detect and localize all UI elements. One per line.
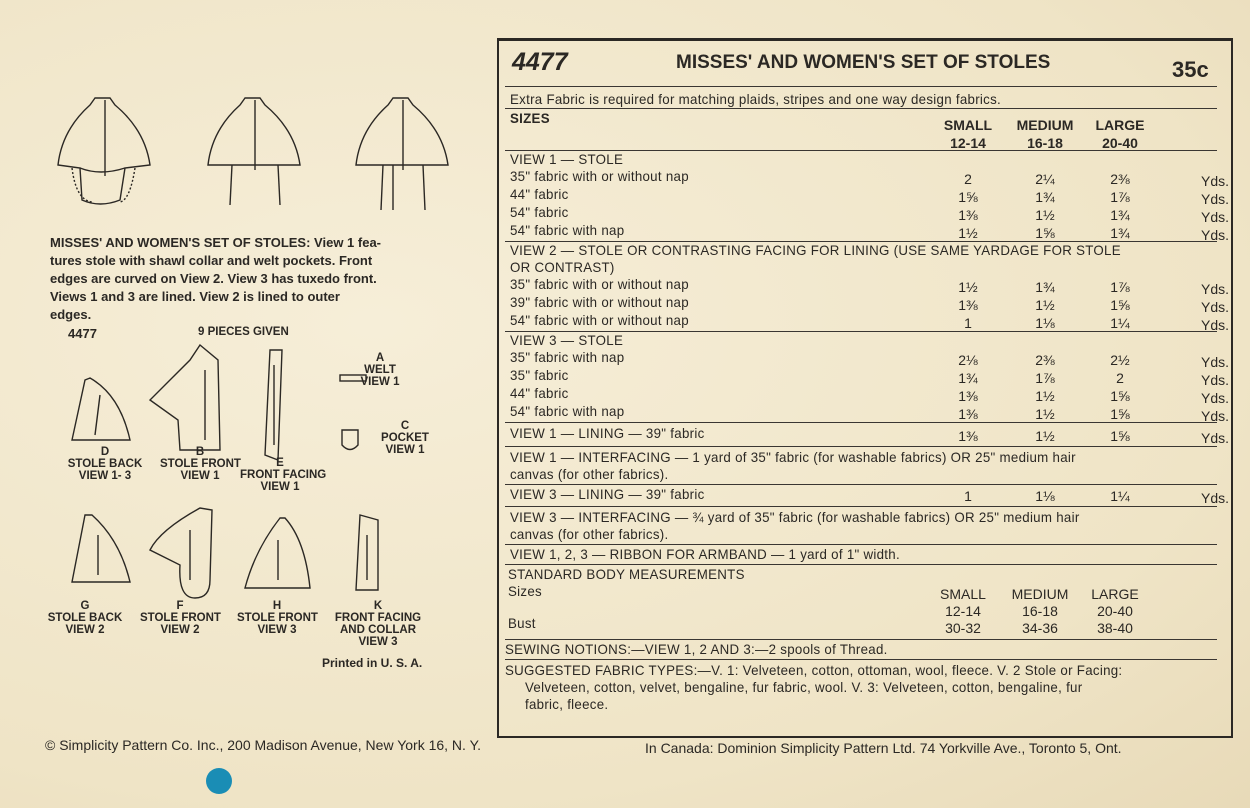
pattern-title: MISSES' AND WOMEN'S SET OF STOLES bbox=[676, 52, 1051, 73]
yardage-value: 1¾ bbox=[1110, 207, 1130, 223]
yardage-value: 1 bbox=[964, 315, 972, 331]
yardage-value: 1⅜ bbox=[958, 207, 978, 223]
body-size-name: LARGE bbox=[1091, 586, 1139, 602]
piece-g-shape bbox=[72, 515, 130, 582]
yardage-value: 2¼ bbox=[1035, 171, 1055, 187]
yardage-value: 1¾ bbox=[1110, 225, 1130, 241]
yardage-value: 2 bbox=[1116, 370, 1124, 386]
fabric-width-label: 44" fabric bbox=[510, 385, 569, 401]
pattern-description bbox=[50, 234, 450, 324]
fabric-width-label: 35" fabric bbox=[510, 367, 569, 383]
divider bbox=[505, 422, 1217, 423]
unit-label: Yds. bbox=[1200, 227, 1229, 243]
yardage-value: 1⅝ bbox=[1110, 388, 1130, 404]
unit-label: Yds. bbox=[1200, 209, 1229, 225]
view1-interfacing: VIEW 1 — INTERFACING — 1 yard of 35" fabric (for washable fabrics) OR 25" medium hair bbox=[510, 449, 1076, 465]
piece-b-shape bbox=[150, 345, 220, 450]
view1-interfacing: canvas (for other fabrics). bbox=[510, 466, 669, 482]
section-heading: OR CONTRAST) bbox=[510, 259, 615, 275]
yardage-value: 1¾ bbox=[1035, 189, 1055, 205]
description-lead: MISSES' AND WOMEN'S SET OF STOLES: bbox=[50, 235, 311, 250]
size-header-name: LARGE bbox=[1095, 117, 1145, 133]
body-size-name: SMALL bbox=[940, 586, 986, 602]
size-header-range: 16-18 bbox=[1027, 135, 1063, 151]
body-size-range: 16-18 bbox=[1022, 603, 1058, 619]
fabric-width-label: 54" fabric with nap bbox=[510, 403, 625, 419]
body-size-name: MEDIUM bbox=[1011, 586, 1069, 602]
view1-lining-label: VIEW 1 — LINING — 39" fabric bbox=[510, 425, 705, 441]
piece-g-label: G STOLE BACK VIEW 2 bbox=[47, 600, 123, 636]
extra-fabric-note: Extra Fabric is required for matching plaids, stripes and one way design fabrics. bbox=[510, 91, 1002, 107]
unit-label: Yds. bbox=[1200, 299, 1229, 315]
divider bbox=[505, 484, 1217, 485]
yardage-value: 1⅝ bbox=[958, 189, 978, 205]
fabric-width-label: 44" fabric bbox=[510, 186, 569, 202]
piece-d-shape bbox=[72, 378, 130, 440]
unit-label: Yds. bbox=[1200, 317, 1229, 333]
yardage-value: 2⅛ bbox=[958, 352, 978, 368]
yardage-value: 1½ bbox=[1035, 388, 1055, 404]
piece-d-label: D STOLE BACK VIEW 1- 3 bbox=[67, 446, 143, 482]
yardage-value: 1⅛ bbox=[1035, 315, 1055, 331]
yardage-value: 1½ bbox=[1035, 207, 1055, 223]
section-heading: VIEW 3 — STOLE bbox=[510, 332, 624, 348]
yardage-value: 1½ bbox=[958, 279, 978, 295]
divider bbox=[505, 446, 1217, 447]
yardage-value: 1⅛ bbox=[1035, 488, 1055, 504]
printed-in: Printed in U. S. A. bbox=[322, 656, 423, 670]
body-measurements-heading: STANDARD BODY MEASUREMENTS bbox=[508, 566, 745, 582]
divider bbox=[505, 659, 1217, 660]
ribbon-note: VIEW 1, 2, 3 — RIBBON FOR ARMBAND — 1 yard of 1" width. bbox=[510, 546, 900, 562]
piece-a-label: A WELT VIEW 1 bbox=[360, 352, 400, 388]
unit-label: Yds. bbox=[1200, 281, 1229, 297]
bust-range: 34-36 bbox=[1022, 620, 1058, 636]
yardage-value: 1½ bbox=[958, 225, 978, 241]
bust-range: 30-32 bbox=[945, 620, 981, 636]
yardage-value: 1⅜ bbox=[958, 297, 978, 313]
fabric-width-label: 54" fabric with or without nap bbox=[510, 312, 689, 328]
footer-copyright: © Simplicity Pattern Co. Inc., 200 Madison Avenue, New York 16, N. Y. bbox=[45, 737, 481, 753]
suggested-fabric-types: Velveteen, cotton, velvet, bengaline, fur fabric, wool. V. 3: Velveteen, cotton, bengaline, fur bbox=[525, 679, 1083, 695]
piece-b-label: B STOLE FRONT VIEW 1 bbox=[160, 446, 241, 482]
footer-canada: In Canada: Dominion Simplicity Pattern Ltd. 74 Yorkville Ave., Toronto 5, Ont. bbox=[645, 740, 1122, 756]
unit-label: Yds. bbox=[1200, 490, 1229, 506]
bust-range: 38-40 bbox=[1097, 620, 1133, 636]
section-heading: VIEW 1 — STOLE bbox=[510, 151, 624, 167]
yardage-value: 1⅝ bbox=[1035, 225, 1055, 241]
yardage-value: 1⅜ bbox=[958, 428, 978, 444]
pieces-pattern-number: 4477 bbox=[68, 326, 97, 341]
stole-view-illustrations bbox=[50, 90, 460, 220]
divider bbox=[505, 506, 1217, 507]
divider bbox=[505, 544, 1217, 545]
yardage-value: 1⅝ bbox=[1110, 406, 1130, 422]
sizes-label: SIZES bbox=[510, 110, 550, 126]
fabric-width-label: 54" fabric with nap bbox=[510, 222, 625, 238]
description-line: View 1 fea- bbox=[310, 235, 382, 250]
yardage-value: 1⅝ bbox=[1110, 428, 1130, 444]
view3-interfacing: canvas (for other fabrics). bbox=[510, 526, 669, 542]
yardage-value: 1⅜ bbox=[958, 406, 978, 422]
size-header-name: SMALL bbox=[943, 117, 993, 133]
yardage-value: 1¼ bbox=[1110, 488, 1130, 504]
yardage-value: 2½ bbox=[1110, 352, 1130, 368]
yardage-value: 1½ bbox=[1035, 406, 1055, 422]
description-line: edges. bbox=[50, 307, 92, 322]
size-header-range: 20-40 bbox=[1102, 135, 1138, 151]
size-header-range: 12-14 bbox=[950, 135, 986, 151]
divider bbox=[505, 639, 1217, 640]
yardage-value: 2 bbox=[964, 171, 972, 187]
piece-c-shape bbox=[342, 430, 358, 450]
section-heading: VIEW 2 — STOLE OR CONTRASTING FACING FOR LINING (USE SAME YARDAGE FOR STOLE bbox=[510, 242, 1121, 258]
yardage-value: 2⅜ bbox=[1110, 171, 1130, 187]
piece-f-label: F STOLE FRONT VIEW 2 bbox=[140, 600, 221, 636]
bust-label: Bust bbox=[508, 615, 536, 631]
description-line: tures stole with shawl collar and welt pockets. Front bbox=[50, 253, 373, 268]
yardage-value: 1⅞ bbox=[1035, 370, 1055, 386]
unit-label: Yds. bbox=[1200, 390, 1229, 406]
yardage-value: 1⅞ bbox=[1110, 279, 1130, 295]
piece-k-label: K FRONT FACING AND COLLAR VIEW 3 bbox=[334, 600, 422, 648]
pieces-given: 9 PIECES GIVEN bbox=[198, 326, 289, 338]
fabric-width-label: 35" fabric with or without nap bbox=[510, 168, 689, 184]
divider bbox=[505, 564, 1217, 565]
price: 35c bbox=[1172, 57, 1209, 82]
yardage-value: 1⅞ bbox=[1110, 189, 1130, 205]
unit-label: Yds. bbox=[1200, 191, 1229, 207]
fabric-width-label: 54" fabric bbox=[510, 204, 569, 220]
piece-c-label: C POCKET VIEW 1 bbox=[381, 420, 429, 456]
yardage-value: 1¾ bbox=[958, 370, 978, 386]
suggested-fabric-types: fabric, fleece. bbox=[525, 696, 609, 712]
piece-e-label: E FRONT FACING VIEW 1 bbox=[240, 457, 327, 493]
yardage-value: 1 bbox=[964, 488, 972, 504]
view-1-figure bbox=[58, 98, 150, 204]
body-size-range: 12-14 bbox=[945, 603, 981, 619]
unit-label: Yds. bbox=[1200, 372, 1229, 388]
body-size-range: 20-40 bbox=[1097, 603, 1133, 619]
yardage-value: 1½ bbox=[1035, 428, 1055, 444]
view-3-figure bbox=[356, 98, 448, 210]
description-line: Views 1 and 3 are lined. View 2 is lined to outer bbox=[50, 289, 340, 304]
unit-label: Yds. bbox=[1200, 430, 1229, 446]
view-2-figure bbox=[208, 98, 300, 205]
piece-h-label: H STOLE FRONT VIEW 3 bbox=[237, 600, 318, 636]
fabric-width-label: 35" fabric with nap bbox=[510, 349, 625, 365]
fabric-width-label: 35" fabric with or without nap bbox=[510, 276, 689, 292]
yardage-value: 2⅜ bbox=[1035, 352, 1055, 368]
size-header-name: MEDIUM bbox=[1016, 117, 1074, 133]
suggested-fabric-types: SUGGESTED FABRIC TYPES:—V. 1: Velveteen, cotton, ottoman, wool, fleece. V. 2 Stole or Facing: bbox=[505, 662, 1123, 678]
view3-lining-label: VIEW 3 — LINING — 39" fabric bbox=[510, 486, 705, 502]
unit-label: Yds. bbox=[1200, 173, 1229, 189]
sewing-notions: SEWING NOTIONS:—VIEW 1, 2 AND 3:—2 spools of Thread. bbox=[505, 641, 888, 657]
yardage-value: 1¼ bbox=[1110, 315, 1130, 331]
blue-sticker-dot bbox=[206, 768, 232, 794]
pattern-number: 4477 bbox=[512, 48, 568, 76]
yardage-value: 1⅜ bbox=[958, 388, 978, 404]
yardage-value: 1⅝ bbox=[1110, 297, 1130, 313]
piece-f-shape bbox=[150, 508, 212, 598]
yardage-value: 1½ bbox=[1035, 297, 1055, 313]
yardage-value: 1¾ bbox=[1035, 279, 1055, 295]
view3-interfacing: VIEW 3 — INTERFACING — ¾ yard of 35" fabric (for washable fabrics) OR 25" medium hair bbox=[510, 509, 1080, 525]
unit-label: Yds. bbox=[1200, 408, 1229, 424]
fabric-width-label: 39" fabric with or without nap bbox=[510, 294, 689, 310]
unit-label: Yds. bbox=[1200, 354, 1229, 370]
body-sizes-label: Sizes bbox=[508, 583, 542, 599]
description-line: edges are curved on View 2. View 3 has tuxedo front. bbox=[50, 271, 377, 286]
